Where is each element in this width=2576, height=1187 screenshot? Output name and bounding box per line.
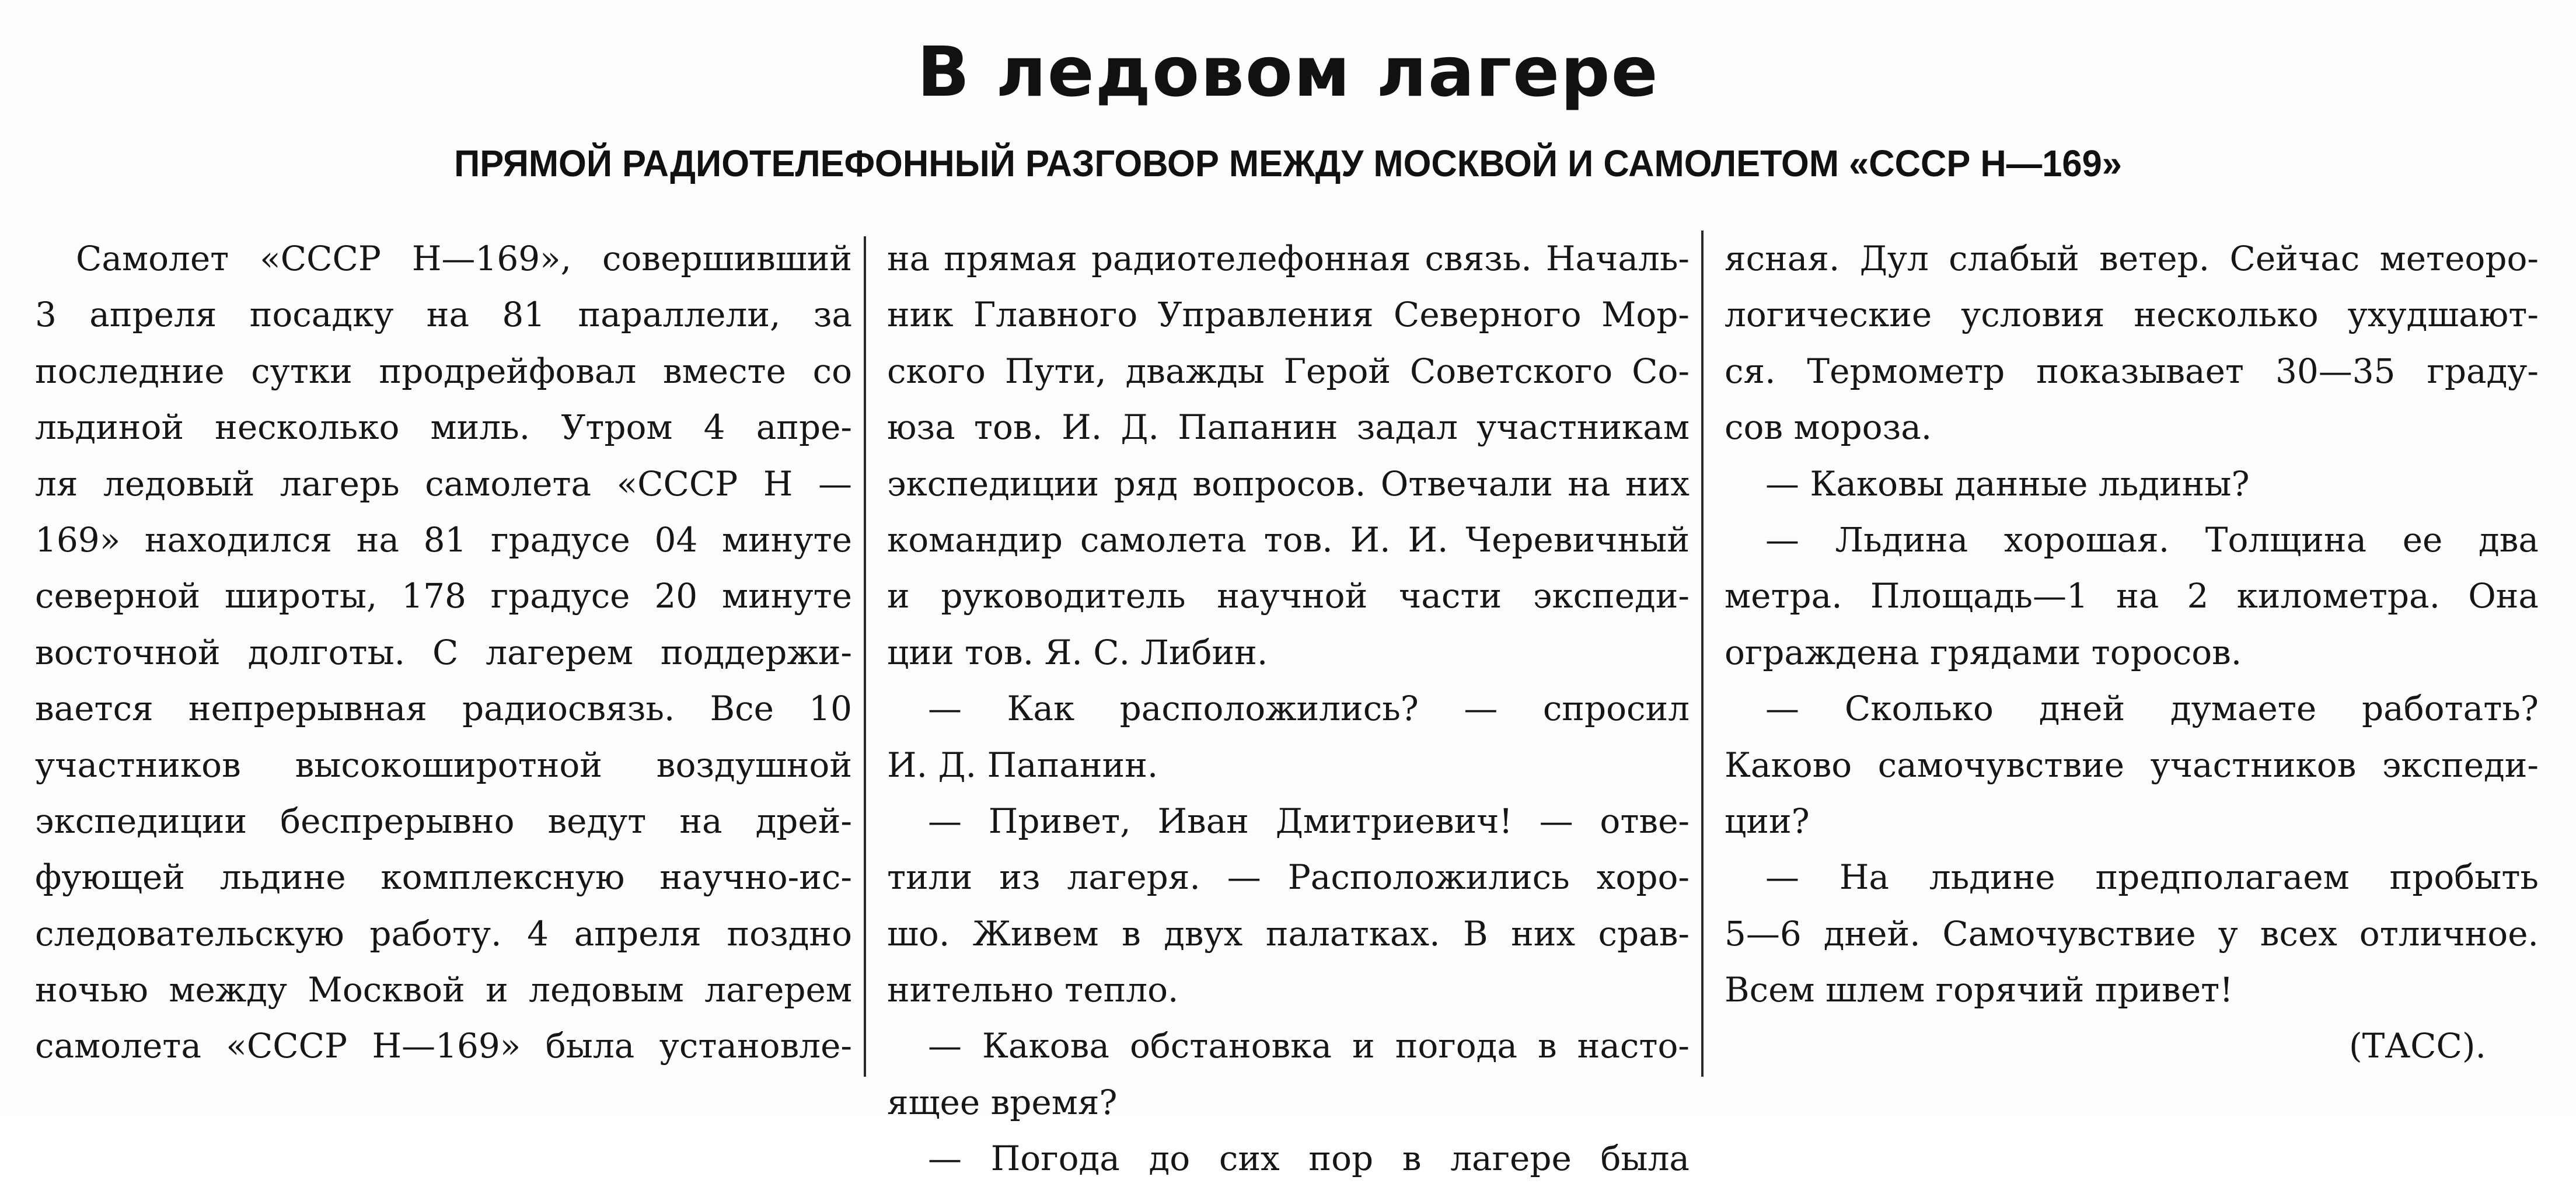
- text-line: тили из лагеря. — Расположились хоро-: [887, 857, 1690, 898]
- column-divider: [1701, 231, 1704, 1077]
- article-column-2: [887, 231, 1690, 1187]
- text-line: Всем шлем горячий привет!: [1725, 970, 2233, 1010]
- byline-tass: (ТАСС).: [2348, 1026, 2486, 1066]
- text-line: юза тов. И. Д. Папанин задал участникам: [887, 407, 1690, 448]
- text-line: логические условия несколько ухудшают-: [1725, 295, 2539, 335]
- text-line: 169» находился на 81 градусе 04 минуте: [35, 519, 852, 560]
- text-line: на прямая радиотелефонная связь. Началь-: [887, 239, 1690, 278]
- subheadline: ПРЯМОЙ РАДИОТЕЛЕФОННЫЙ РАЗГОВОР МЕЖДУ МОСКВОЙ И САМОЛЕТОМ «СССР Н—169»: [454, 142, 2122, 184]
- text-line: 3 апреля посадку на 81 параллели, за: [35, 295, 852, 335]
- text-line: последние сутки продрейфовал вместе со: [35, 351, 852, 391]
- dialogue-line: — Какова обстановка и погода в насто-: [928, 1026, 1690, 1066]
- text-line: ночью между Москвой и ледовым лагерем: [35, 970, 852, 1010]
- text-line: ся. Термометр показывает 30—35 граду-: [1725, 351, 2539, 391]
- text-line: экспедиции беспрерывно ведут на дрей-: [35, 801, 852, 841]
- text-line: ского Пути, дважды Герой Советского Со-: [887, 351, 1690, 391]
- text-line: Каково самочувствие участников экспеди-: [1725, 745, 2539, 785]
- text-line: вается непрерывная радиосвязь. Все 10: [35, 689, 852, 729]
- text-line: северной широты, 178 градусе 20 минуте: [35, 576, 852, 616]
- dialogue-line: — Погода до сих пор в лагере была: [928, 1139, 1690, 1179]
- dialogue-line: — Привет, Иван Дмитриевич! — отве-: [928, 801, 1690, 841]
- text-line: и руководитель научной части экспеди-: [887, 576, 1690, 616]
- text-line: ник Главного Управления Северного Мор-: [887, 295, 1690, 335]
- text-line: фующей льдине комплексную научно-ис-: [35, 857, 852, 898]
- text-line: 5—6 дней. Самочувствие у всех отличное.: [1725, 913, 2539, 954]
- text-line: экспедиции ряд вопросов. Отвечали на них: [887, 463, 1690, 504]
- text-line: метра. Площадь—1 на 2 километра. Она: [1725, 576, 2539, 616]
- article-column-3: [1725, 231, 2539, 1074]
- text-line: шо. Живем в двух палатках. В них срав-: [887, 913, 1690, 954]
- headline: В ледовом лагере: [917, 32, 1659, 112]
- text-line: Самолет «СССР Н—169», совершивший: [76, 239, 852, 278]
- text-line: самолета «СССР Н—169» была установле-: [35, 1026, 852, 1066]
- text-line: восточной долготы. С лагерем поддержи-: [35, 632, 852, 672]
- text-line: ясная. Дул слабый ветер. Сейчас метеоро-: [1725, 239, 2539, 278]
- text-line: ограждена грядами торосов.: [1725, 632, 2242, 672]
- dialogue-line: — Как расположились? — спросил: [928, 689, 1690, 729]
- column-divider: [864, 236, 866, 1077]
- text-line: ящее время?: [887, 1082, 1118, 1122]
- text-line: командир самолета тов. И. И. Черевичный: [887, 519, 1690, 560]
- dialogue-line: — Каковы данные льдины?: [1765, 463, 2250, 504]
- dialogue-line: — На льдине предполагаем пробыть: [1765, 857, 2539, 898]
- text-line: И. Д. Папанин.: [887, 745, 1158, 785]
- dialogue-line: — Льдина хорошая. Толщина ее два: [1765, 519, 2539, 560]
- text-line: ции тов. Я. С. Либин.: [887, 632, 1268, 672]
- article-column-1: [35, 231, 852, 1074]
- text-line: участников высокоширотной воздушной: [35, 745, 852, 785]
- text-line: льдиной несколько миль. Утром 4 апре-: [35, 407, 852, 448]
- text-line: ции?: [1725, 801, 1810, 841]
- dialogue-line: — Сколько дней думаете работать?: [1765, 689, 2539, 729]
- text-line: следовательскую работу. 4 апреля поздно: [35, 913, 852, 954]
- text-line: сов мороза.: [1725, 407, 1932, 448]
- text-line: нительно тепло.: [887, 970, 1179, 1010]
- text-line: ля ледовый лагерь самолета «СССР Н —: [35, 463, 852, 504]
